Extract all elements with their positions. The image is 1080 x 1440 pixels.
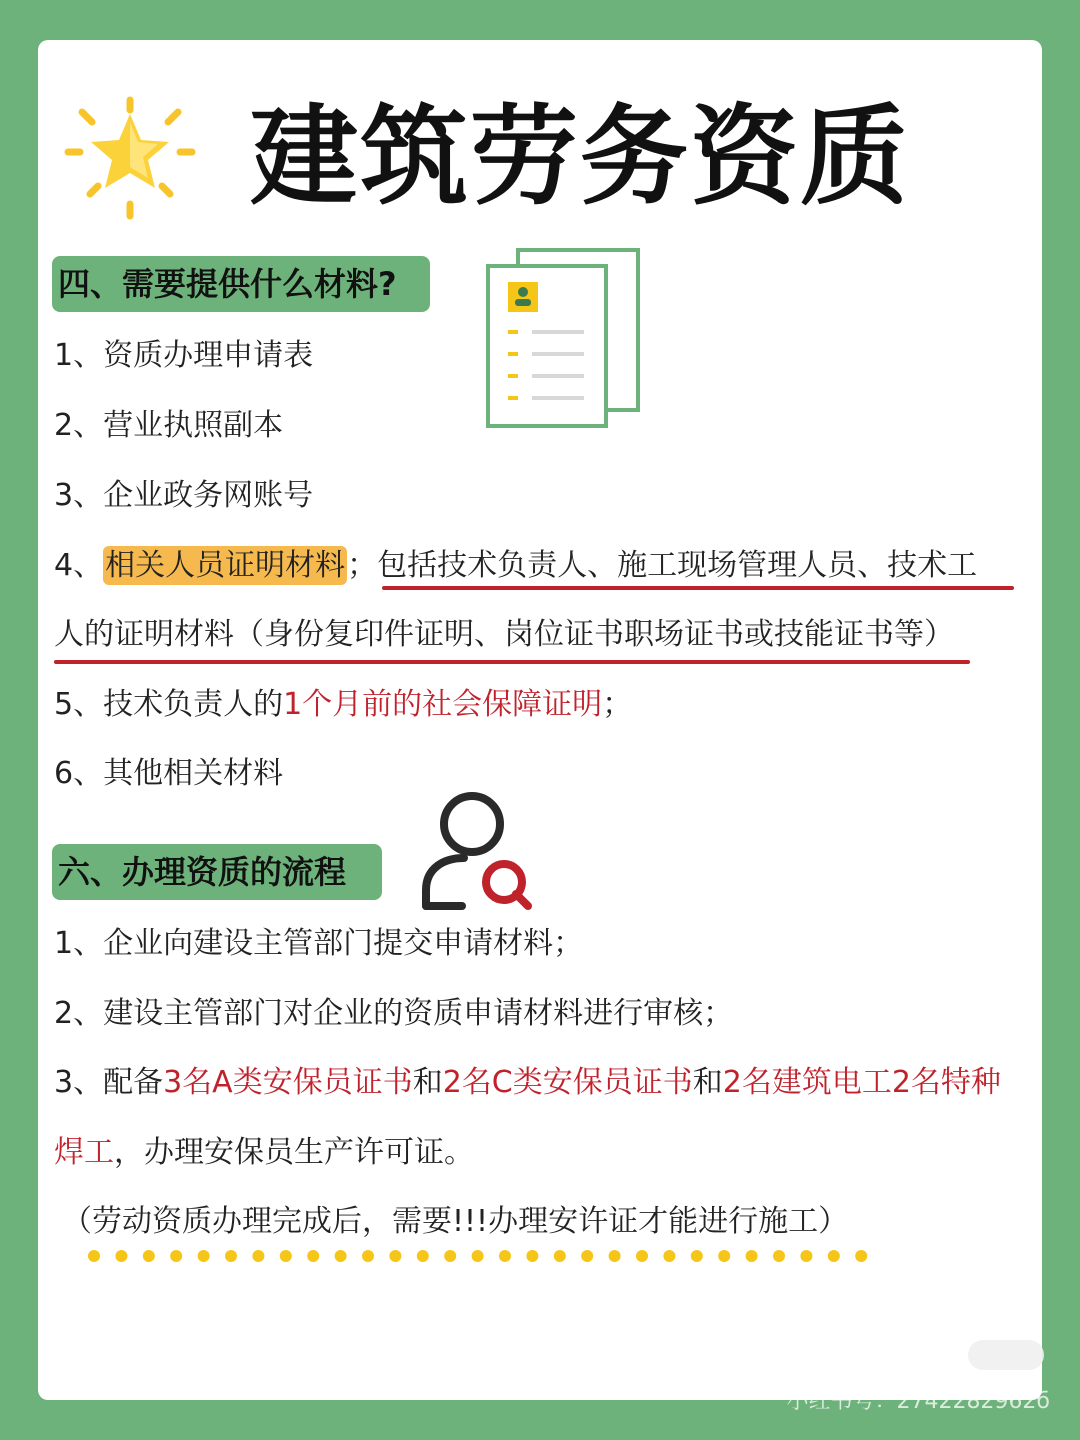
highlighted-text: 相关人员证明材料 bbox=[105, 548, 346, 583]
item-5-suffix: ； bbox=[602, 687, 633, 722]
material-item-3: 3、企业政务网账号 bbox=[54, 478, 314, 513]
material-item-1: 1、资质办理申请表 bbox=[54, 338, 314, 373]
watermark-badge bbox=[968, 1340, 1044, 1370]
watermark-text: 小红书号：2742282962б bbox=[786, 1389, 1050, 1414]
red-underline-1 bbox=[382, 586, 1014, 590]
step-3-red-3: 2名建筑电工2名特种 bbox=[722, 1065, 1001, 1100]
divider-dot bbox=[417, 1250, 429, 1262]
material-item-6: 6、其他相关材料 bbox=[54, 756, 284, 791]
divider-dot bbox=[718, 1250, 730, 1262]
material-item-2: 2、营业执照副本 bbox=[54, 408, 284, 443]
divider-dot bbox=[800, 1250, 812, 1262]
divider-dot bbox=[307, 1250, 319, 1262]
process-step-3-continued bbox=[54, 1133, 474, 1173]
divider-dot bbox=[198, 1250, 210, 1262]
divider-dot bbox=[170, 1250, 182, 1262]
divider-dot bbox=[499, 1250, 511, 1262]
divider-dot bbox=[855, 1250, 867, 1262]
step-3-prefix: 3、配备 bbox=[54, 1065, 164, 1100]
material-item-4-continued: 人的证明材料（身份复印件证明、岗位证书职场证书或技能证书等） bbox=[54, 617, 954, 652]
step-3-red-4: 焊工 bbox=[54, 1135, 114, 1170]
divider-dot bbox=[691, 1250, 703, 1262]
material-item-4 bbox=[54, 546, 977, 586]
divider-dot bbox=[581, 1250, 593, 1262]
process-step-3 bbox=[54, 1063, 1001, 1103]
divider-dot bbox=[143, 1250, 155, 1262]
divider-dot bbox=[526, 1250, 538, 1262]
step-3-mid: 和 bbox=[412, 1065, 443, 1100]
divider-dot bbox=[773, 1250, 785, 1262]
divider-dot bbox=[88, 1250, 100, 1262]
divider-dot bbox=[225, 1250, 237, 1262]
divider-dot bbox=[252, 1250, 264, 1262]
step-3-suffix: ，办理安保员生产许可证。 bbox=[114, 1135, 474, 1170]
section-heading-materials: 四、需要提供什么材料? bbox=[52, 256, 430, 312]
divider-dot bbox=[280, 1250, 292, 1262]
divider-dot bbox=[828, 1250, 840, 1262]
sparkle-star-icon bbox=[62, 92, 198, 224]
divider-dot bbox=[746, 1250, 758, 1262]
red-underline-2 bbox=[54, 660, 970, 664]
divider-dot bbox=[362, 1250, 374, 1262]
item-5-red-text: 1个月前的社会保障证明 bbox=[283, 687, 603, 722]
divider-dot bbox=[609, 1250, 621, 1262]
step-3-red-1: 3名A类安保员证书 bbox=[163, 1065, 413, 1100]
step-3-red-2: 2名C类安保员证书 bbox=[442, 1065, 693, 1100]
divider-dot bbox=[663, 1250, 675, 1262]
item-4-prefix: 4、 bbox=[54, 548, 104, 583]
divider-dot bbox=[115, 1250, 127, 1262]
process-step-2: 2、建设主管部门对企业的资质申请材料进行审核； bbox=[54, 996, 734, 1031]
dotted-divider bbox=[84, 1248, 874, 1264]
divider-dot bbox=[636, 1250, 648, 1262]
divider-dot bbox=[389, 1250, 401, 1262]
page-title: 建筑劳务资质 bbox=[250, 95, 911, 220]
item-4-separator: ； bbox=[347, 548, 378, 583]
material-item-5 bbox=[54, 685, 632, 725]
user-search-icon bbox=[418, 788, 538, 914]
divider-dot bbox=[472, 1250, 484, 1262]
section-heading-process: 六、办理资质的流程 bbox=[52, 844, 382, 900]
step-3-mid-2: 和 bbox=[692, 1065, 723, 1100]
document-icon bbox=[484, 246, 644, 432]
divider-dot bbox=[554, 1250, 566, 1262]
divider-dot bbox=[335, 1250, 347, 1262]
process-step-1: 1、企业向建设主管部门提交申请材料； bbox=[54, 926, 584, 961]
item-4-underlined-line-1: 包括技术负责人、施工现场管理人员、技术工 bbox=[377, 548, 978, 583]
divider-dot bbox=[444, 1250, 456, 1262]
process-note: （劳动资质办理完成后，需要!!!办理安许证才能进行施工） bbox=[62, 1204, 849, 1239]
item-5-prefix: 5、技术负责人的 bbox=[54, 687, 284, 722]
